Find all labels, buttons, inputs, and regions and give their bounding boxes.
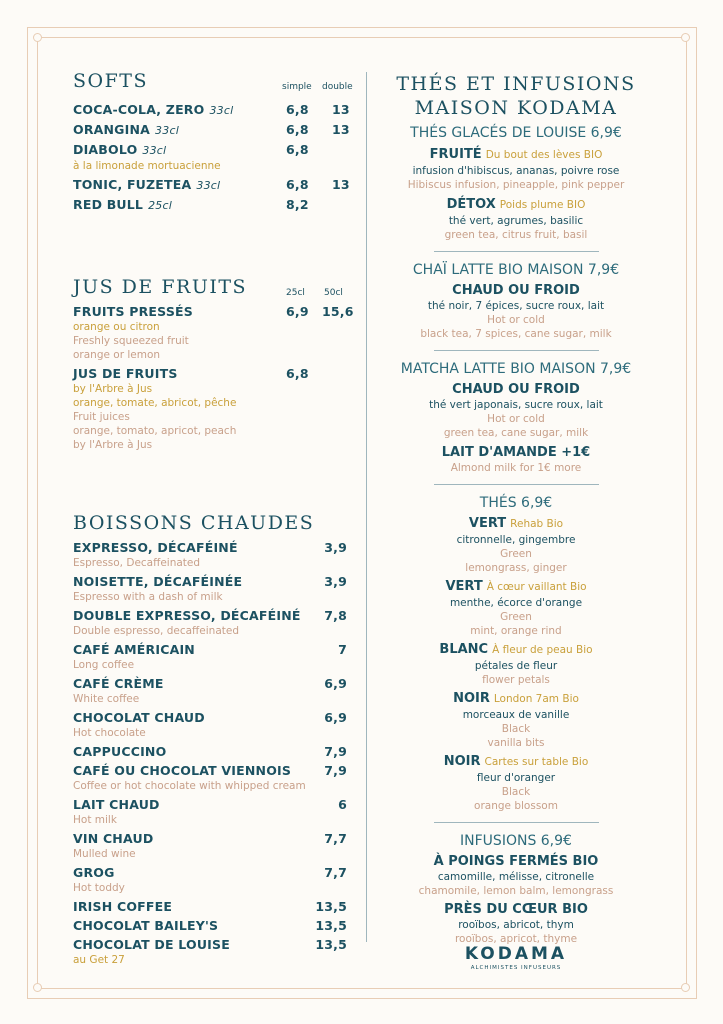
drink-translation: green tea, citrus fruit, basil	[444, 229, 588, 241]
drink-label: FRUITÉ	[429, 147, 482, 162]
item-name: CHOCOLAT BAILEY'S	[73, 918, 219, 933]
chai-name: CHAUD OU FROID	[452, 283, 580, 298]
item-price: 7,8	[324, 608, 347, 623]
juices-col-50cl: 50cl	[324, 288, 343, 298]
almond-milk-translation: Almond milk for 1€ more	[450, 462, 582, 474]
item-price: 7	[338, 642, 347, 657]
item-supplier: by l'Arbre à Jus	[73, 383, 153, 395]
menu-item	[73, 763, 363, 779]
item-price: 13,5	[315, 899, 347, 914]
item-price: 6	[338, 797, 347, 812]
price-simple: 8,2	[286, 197, 309, 212]
softs-col-simple: simple	[282, 82, 312, 92]
infusion-translation: rooïbos, apricot, thyme	[454, 933, 578, 945]
infusions-title: INFUSIONS 6,9€	[460, 833, 572, 849]
drink-name	[382, 515, 650, 533]
item-translation: by l'Arbre à Jus	[73, 439, 153, 451]
corner-ornament-bl	[33, 983, 42, 992]
item-price: 13,5	[315, 937, 347, 952]
item-translation: White coffee	[73, 693, 140, 705]
item-name: COCA-COLA, ZERO	[73, 102, 205, 117]
item-translation: orange or lemon	[73, 349, 161, 361]
price-25cl: 6,9	[286, 304, 309, 319]
left-column	[73, 70, 363, 967]
teas-subtitle: MAISON KODAMA	[414, 97, 618, 119]
menu-item	[73, 642, 363, 658]
menu-item	[73, 937, 363, 953]
item-price: 6,9	[324, 710, 347, 725]
item-name: EXPRESSO, DÉCAFÉINÉ	[73, 540, 238, 555]
drink-description: citronnelle, gingembre	[456, 534, 576, 546]
matcha-description: thé vert japonais, sucre roux, lait	[429, 399, 603, 411]
menu-item	[73, 177, 363, 194]
drink-translation: mint, orange rind	[470, 625, 562, 637]
drink-translation: Green	[500, 548, 532, 560]
drink-label: VERT	[445, 579, 483, 594]
item-translation: Espresso, Decaffeinated	[73, 557, 201, 569]
drink-name	[382, 690, 650, 708]
menu-item	[73, 122, 363, 139]
item-description: au Get 27	[73, 954, 125, 966]
item-translation: Hot toddy	[73, 882, 125, 894]
menu-item	[73, 918, 363, 934]
matcha-title: MATCHA LATTE BIO MAISON 7,9€	[400, 361, 632, 377]
drink-name	[382, 196, 650, 214]
item-name: CHOCOLAT CHAUD	[73, 710, 205, 725]
drink-description: fleur d'oranger	[476, 772, 556, 784]
drink-description: pétales de fleur	[474, 660, 558, 672]
item-name: ORANGINA	[73, 122, 151, 137]
hot-drinks-list	[73, 540, 363, 967]
item-name: JUS DE FRUITS	[73, 366, 178, 381]
menu-item	[73, 710, 363, 726]
drink-translation: Green	[500, 611, 532, 623]
price-double: 13	[332, 122, 350, 137]
hot-drinks-header	[73, 512, 363, 538]
infusion-description: rooïbos, abricot, thym	[458, 919, 574, 931]
item-volume: 25cl	[148, 199, 173, 212]
drink-translation: orange blossom	[474, 800, 558, 812]
drink-label: DÉTOX	[446, 197, 496, 212]
juices-header	[73, 276, 363, 302]
drink-tag: Cartes sur table Bio	[484, 756, 589, 768]
item-translation: Espresso with a dash of milk	[73, 591, 223, 603]
item-description: orange, tomate, abricot, pêche	[73, 397, 237, 409]
menu-item	[73, 676, 363, 692]
item-name: CAFÉ AMÉRICAIN	[73, 642, 195, 657]
column-divider	[366, 72, 367, 942]
item-price: 3,9	[324, 574, 347, 589]
item-volume: 33cl	[209, 104, 234, 117]
drink-label: NOIR	[443, 754, 481, 769]
section-divider	[434, 484, 599, 485]
drink-name	[382, 146, 650, 164]
menu-item	[73, 102, 363, 119]
chai-translation: black tea, 7 spices, cane sugar, milk	[420, 328, 612, 340]
drink-tag: Du bout des lèves BIO	[485, 149, 603, 161]
logo-tagline: ALCHIMISTES INFUSEURS	[470, 965, 562, 971]
drink-description: thé vert, agrumes, basilic	[448, 215, 584, 227]
item-price: 7,9	[324, 744, 347, 759]
item-name: CHOCOLAT DE LOUISE	[73, 937, 230, 952]
section-divider	[434, 251, 599, 252]
item-price: 13,5	[315, 918, 347, 933]
item-volume: 33cl	[155, 124, 179, 137]
item-translation: Double espresso, decaffeinated	[73, 625, 240, 637]
logo-wordmark: KODAMA	[464, 944, 568, 964]
drink-name	[382, 578, 650, 596]
teas-title: THÉS ET INFUSIONS	[396, 73, 636, 95]
hot-drinks-section	[73, 512, 363, 967]
drink-label: NOIR	[453, 691, 490, 706]
almond-milk-option: LAIT D'AMANDE +1€	[441, 445, 591, 460]
drink-translation: Hibiscus infusion, pineapple, pink pepper	[407, 179, 625, 191]
menu-item	[73, 540, 363, 556]
iced-teas-title: THÉS GLACÉS DE LOUISE 6,9€	[410, 125, 622, 141]
teas-list-title: THÉS 6,9€	[479, 495, 553, 511]
hot-drinks-title: BOISSONS CHAUDES	[73, 512, 315, 534]
item-name: FRUITS PRESSÉS	[73, 304, 193, 319]
item-name: DOUBLE EXPRESSO, DÉCAFÉINÉ	[73, 608, 301, 623]
softs-title: SOFTS	[73, 70, 148, 92]
item-translation: Hot milk	[73, 814, 117, 826]
matcha-translation: green tea, cane sugar, milk	[443, 427, 589, 439]
item-name: VIN CHAUD	[73, 831, 154, 846]
item-name: RED BULL	[73, 197, 144, 212]
softs-col-double: double	[322, 82, 353, 92]
infusion-name: À POINGS FERMÉS BIO	[433, 854, 599, 869]
drink-translation: vanilla bits	[487, 737, 545, 749]
menu-item	[73, 608, 363, 624]
drink-translation: Black	[501, 786, 531, 798]
item-name: CAFÉ OU CHOCOLAT VIENNOIS	[73, 763, 292, 778]
drink-translation: flower petals	[482, 674, 550, 686]
matcha-translation: Hot or cold	[487, 413, 545, 425]
menu-item	[73, 744, 363, 760]
price-25cl: 6,8	[286, 366, 309, 381]
item-price: 7,7	[324, 865, 347, 880]
price-50cl: 15,6	[322, 304, 354, 319]
juices-section	[73, 276, 363, 452]
item-volume: 33cl	[142, 144, 167, 157]
chai-title: CHAÏ LATTE BIO MAISON 7,9€	[412, 262, 620, 278]
item-translation: Fruit juices	[73, 411, 130, 423]
price-simple: 6,8	[286, 142, 309, 157]
item-translation: orange, tomato, apricot, peach	[73, 425, 237, 437]
drink-label: VERT	[468, 516, 507, 531]
item-name: CAFÉ CRÈME	[73, 676, 164, 691]
corner-ornament-br	[681, 983, 690, 992]
item-price: 6,9	[324, 676, 347, 691]
price-double: 13	[332, 102, 350, 117]
menu-item	[73, 831, 363, 847]
drink-translation: lemongrass, ginger	[465, 562, 567, 574]
corner-ornament-tl	[33, 33, 42, 42]
item-name: TONIC, FUZETEA	[73, 177, 192, 192]
item-price: 3,9	[324, 540, 347, 555]
item-name: IRISH COFFEE	[73, 899, 173, 914]
item-name: NOISETTE, DÉCAFÉINÉE	[73, 574, 243, 589]
item-description: à la limonade mortuacienne	[73, 160, 221, 172]
drink-tag: Poids plume BIO	[499, 199, 586, 211]
softs-section	[73, 70, 363, 214]
juices-title: JUS DE FRUITS	[73, 276, 248, 298]
item-name: GROG	[73, 865, 115, 880]
drink-tag: London 7am Bio	[493, 693, 579, 705]
matcha-name: CHAUD OU FROID	[452, 382, 580, 397]
price-simple: 6,8	[286, 122, 309, 137]
drink-name	[382, 641, 650, 659]
drink-tag: À fleur de peau Bio	[492, 644, 593, 656]
price-simple: 6,8	[286, 177, 309, 192]
item-translation: Freshly squeezed fruit	[73, 335, 189, 347]
price-double: 13	[332, 177, 350, 192]
chai-translation: Hot or cold	[487, 314, 545, 326]
item-price: 7,9	[324, 763, 347, 778]
menu-item	[73, 142, 363, 159]
price-simple: 6,8	[286, 102, 309, 117]
drink-tag: Rehab Bio	[510, 518, 564, 530]
infusion-translation: chamomile, lemon balm, lemongrass	[418, 885, 614, 897]
drink-tag: À cœur vaillant Bio	[486, 581, 587, 593]
menu-item	[73, 899, 363, 915]
item-translation: Hot chocolate	[73, 727, 146, 739]
corner-ornament-tr	[681, 33, 690, 42]
section-divider	[434, 350, 599, 351]
juices-col-25cl: 25cl	[286, 288, 305, 298]
kodama-logo	[460, 944, 572, 971]
drink-name	[382, 753, 650, 771]
right-column	[382, 72, 650, 946]
item-translation: Coffee or hot chocolate with whipped cream	[73, 780, 306, 792]
menu-item	[73, 797, 363, 813]
item-name: CAPPUCCINO	[73, 744, 167, 759]
drink-label: BLANC	[439, 642, 489, 657]
item-description: orange ou citron	[73, 321, 160, 333]
infusion-description: camomille, mélisse, citronelle	[437, 871, 595, 883]
menu-item	[73, 304, 363, 320]
item-name: LAIT CHAUD	[73, 797, 160, 812]
section-divider	[434, 822, 599, 823]
menu-item	[73, 366, 363, 382]
item-translation: Long coffee	[73, 659, 135, 671]
menu-item	[73, 865, 363, 881]
infusion-name: PRÈS DU CŒUR BIO	[444, 902, 588, 917]
softs-header	[73, 70, 363, 96]
item-name: DIABOLO	[73, 142, 138, 157]
item-volume: 33cl	[196, 179, 221, 192]
item-translation: Mulled wine	[73, 848, 136, 860]
item-price: 7,7	[324, 831, 347, 846]
drink-description: infusion d'hibiscus, ananas, poivre rose	[412, 165, 620, 177]
drink-description: morceaux de vanille	[462, 709, 570, 721]
drink-description: menthe, écorce d'orange	[449, 597, 583, 609]
menu-item	[73, 197, 363, 214]
drink-translation: Black	[501, 723, 531, 735]
menu-item	[73, 574, 363, 590]
chai-description: thé noir, 7 épices, sucre roux, lait	[427, 300, 605, 312]
